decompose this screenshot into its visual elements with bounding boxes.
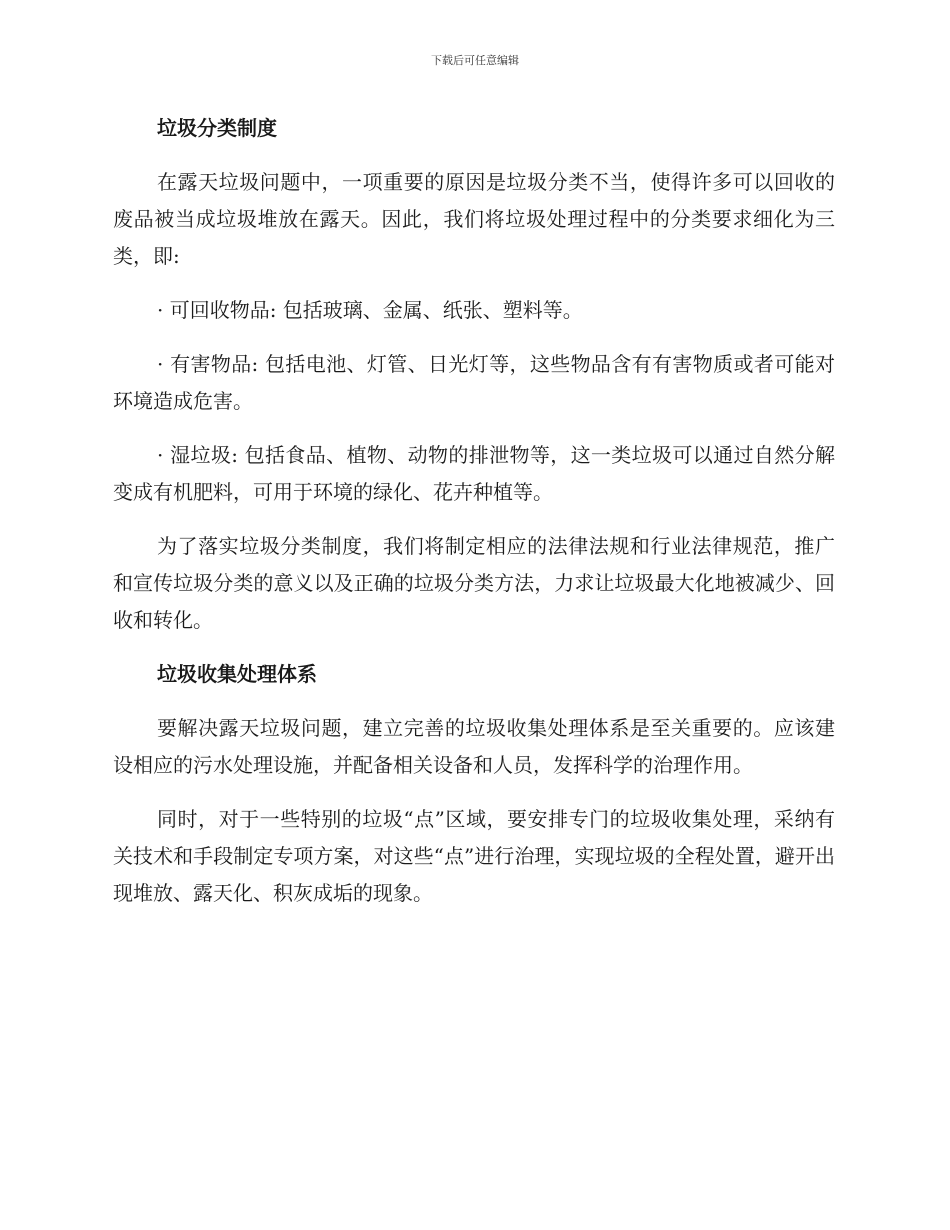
section-waste-sorting — [113, 110, 835, 639]
paragraph: 为了落实垃圾分类制度，我们将制定相应的法律法规和行业法律规范，推广和宣传垃圾分类的意义以及正确的垃圾分类方法，力求让垃圾最大化地被减少、回收和转化。 — [113, 534, 835, 632]
paragraph: 要解决露天垃圾问题，建立完善的垃圾收集处理体系是至关重要的。应该建设相应的污水处理设施，并配备相关设备和人员，发挥科学的治理作用。 — [113, 716, 835, 777]
section-heading: 垃圾分类制度 — [157, 116, 277, 140]
page-header: 下载后可任意编辑 — [431, 54, 519, 67]
section-heading: 垃圾收集处理体系 — [157, 662, 317, 686]
bullet-wet-waste: · 湿垃圾: 包括食品、植物、动物的排泄物等，这一类垃圾可以通过自然分解变成有机肥料，可用于环境的绿化、花卉种植等。 — [113, 443, 835, 504]
paragraph: 同时，对于一些特别的垃圾“点”区域，要安排专门的垃圾收集处理，采纳有关技术和手段制定专项方案，对这些“点”进行治理，实现垃圾的全程处置，避开出现堆放、露天化、积灰成垢的现象。 — [113, 807, 835, 905]
section-collection-system — [113, 656, 835, 912]
document-body — [113, 110, 835, 929]
paragraph: 在露天垃圾问题中，一项重要的原因是垃圾分类不当，使得许多可以回收的废品被当成垃圾堆放在露天。因此，我们将垃圾处理过程中的分类要求细化为三类，即: — [113, 170, 835, 268]
bullet-recyclables: · 可回收物品: 包括玻璃、金属、纸张、塑料等。 — [157, 298, 583, 322]
bullet-hazardous: · 有害物品: 包括电池、灯管、日光灯等，这些物品含有有害物质或者可能对环境造成危害。 — [113, 352, 835, 413]
